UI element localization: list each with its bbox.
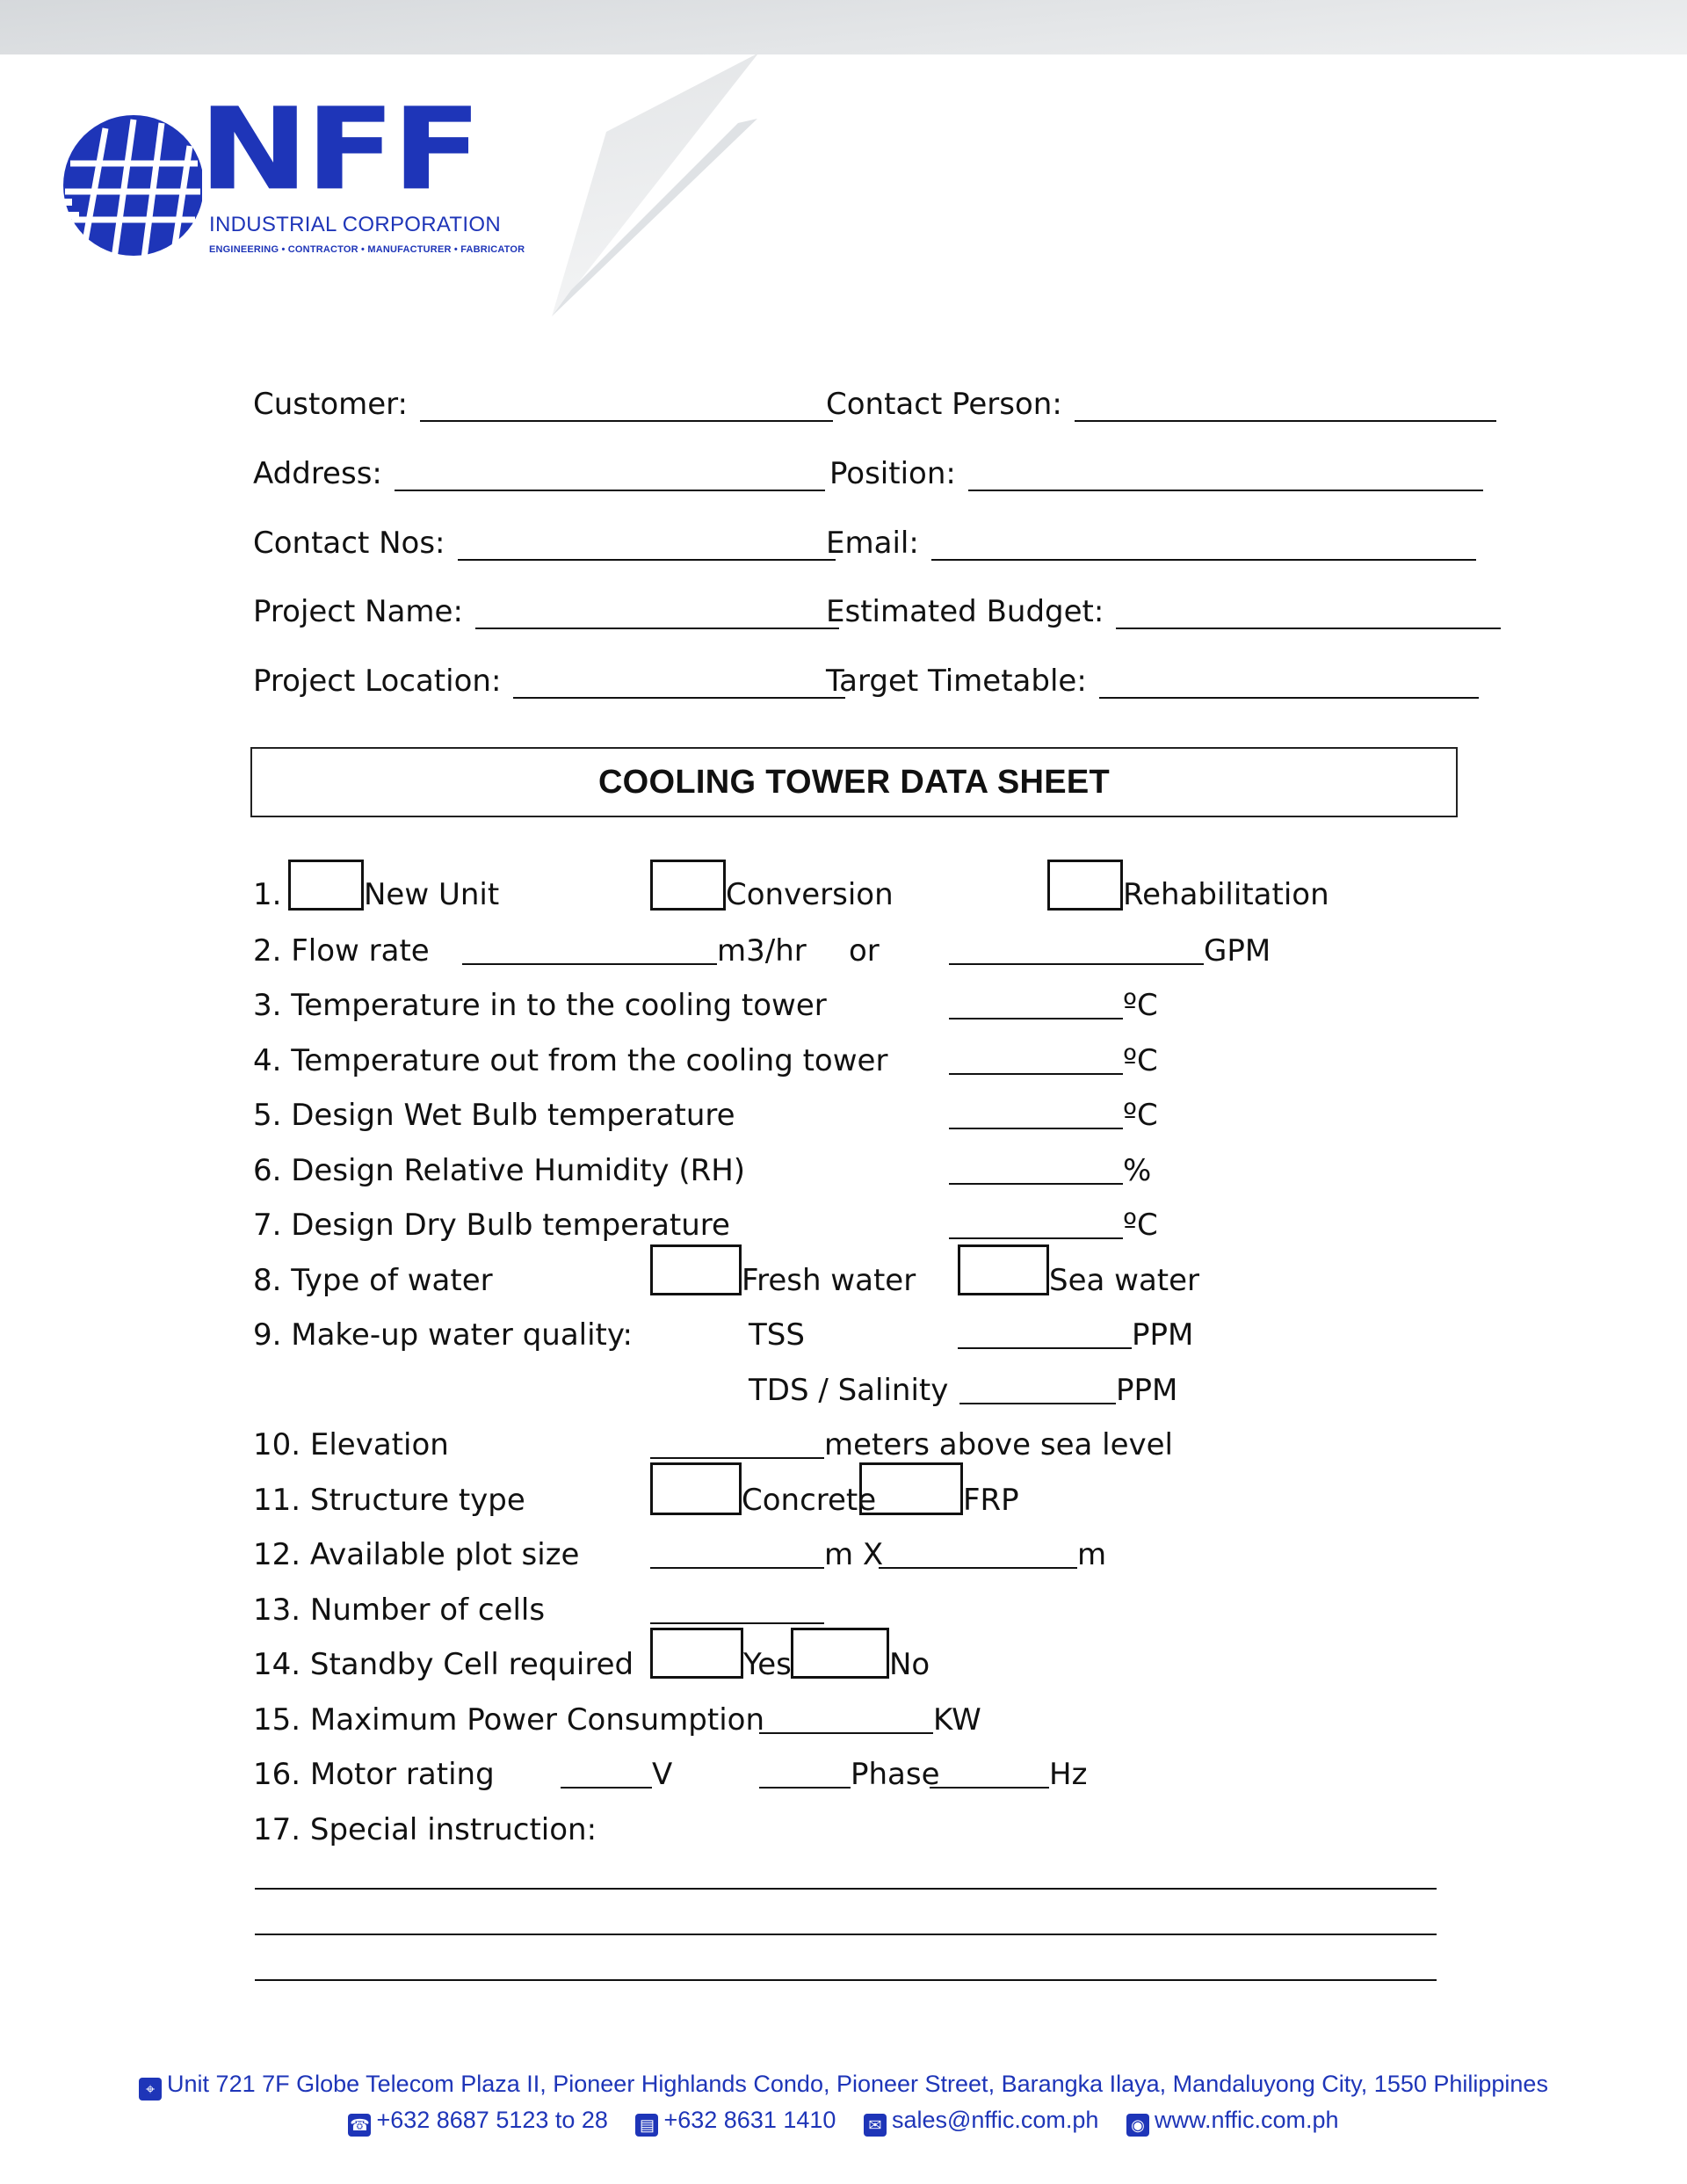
tss-unit: PPM <box>1132 1317 1194 1353</box>
customer-input[interactable] <box>420 392 833 422</box>
temp-out-input[interactable] <box>949 1044 1123 1075</box>
address-field <box>253 453 825 491</box>
tds-unit: PPM <box>1116 1373 1178 1408</box>
item6-label: 6. Design Relative Humidity (RH) <box>253 1153 746 1188</box>
target-timetable-label: Target Timetable: <box>826 664 1087 699</box>
plot-width-input[interactable] <box>879 1538 1077 1569</box>
footer-contact-row <box>0 2107 1687 2137</box>
motor-phase-unit: Phase <box>851 1757 940 1792</box>
fresh-water-label: Fresh water <box>742 1263 916 1298</box>
concrete-checkbox[interactable] <box>650 1462 742 1515</box>
frp-label: FRP <box>963 1483 1019 1518</box>
item2-label: 2. Flow rate <box>253 933 430 969</box>
wet-bulb-input[interactable] <box>949 1099 1123 1129</box>
fax-icon: ▤ <box>635 2114 658 2137</box>
relative-humidity-unit: % <box>1123 1153 1152 1188</box>
position-field <box>829 453 1483 491</box>
footer-address-row <box>0 2071 1687 2101</box>
item9-label: 9. Make-up water quality: <box>253 1317 633 1353</box>
item7-label: 7. Design Dry Bulb temperature <box>253 1208 730 1243</box>
project-location-field <box>253 660 845 699</box>
company-tagline: ENGINEERING • CONTRACTOR • MANUFACTURER • FABRICATOR <box>209 244 525 255</box>
item17-label: 17. Special instruction: <box>253 1812 597 1847</box>
flow-rate-or: or <box>849 933 880 969</box>
item4-label: 4. Temperature out from the cooling tower <box>253 1043 888 1078</box>
flow-rate-m3hr-unit: m3/hr <box>717 933 807 969</box>
datasheet-title-box <box>250 747 1458 817</box>
email-icon: ✉ <box>864 2114 887 2137</box>
sea-water-checkbox[interactable] <box>958 1244 1049 1295</box>
estimated-budget-label: Estimated Budget: <box>826 594 1104 629</box>
item11-label: 11. Structure type <box>253 1483 525 1518</box>
footer-website[interactable]: www.nffic.com.ph <box>1154 2107 1339 2133</box>
temp-in-unit: ºC <box>1123 988 1158 1023</box>
contact-person-input[interactable] <box>1075 392 1496 422</box>
special-instruction-line-2[interactable] <box>255 1934 1437 1935</box>
project-name-field <box>253 591 839 629</box>
company-name: INDUSTRIAL CORPORATION <box>209 213 501 236</box>
plot-size-unit2: m <box>1077 1537 1107 1572</box>
project-location-input[interactable] <box>513 669 845 699</box>
tds-label: TDS / Salinity <box>749 1373 949 1408</box>
item15-label: 15. Maximum Power Consumption <box>253 1702 765 1738</box>
contact-nos-input[interactable] <box>458 531 836 561</box>
target-timetable-field <box>826 660 1479 699</box>
tss-input[interactable] <box>958 1318 1132 1349</box>
company-logo <box>53 83 580 264</box>
standby-yes-label: Yes <box>743 1647 792 1682</box>
position-label: Position: <box>829 456 956 491</box>
special-instruction-line-1[interactable] <box>255 1888 1437 1890</box>
fresh-water-checkbox[interactable] <box>650 1244 742 1295</box>
web-icon: ◉ <box>1126 2114 1149 2137</box>
temp-in-input[interactable] <box>949 989 1123 1019</box>
contact-person-label: Contact Person: <box>826 387 1062 422</box>
target-timetable-input[interactable] <box>1099 669 1479 699</box>
flow-rate-gpm-input[interactable] <box>949 934 1204 965</box>
item1-number: 1. <box>253 877 282 912</box>
address-label: Address: <box>253 456 382 491</box>
motor-phase-input[interactable] <box>759 1758 851 1789</box>
elevation-unit: meters above sea level <box>824 1427 1173 1462</box>
new-unit-label: New Unit <box>364 877 500 912</box>
tds-input[interactable] <box>959 1374 1116 1404</box>
project-location-label: Project Location: <box>253 664 502 699</box>
number-of-cells-input[interactable] <box>650 1593 824 1624</box>
conversion-checkbox[interactable] <box>650 860 726 911</box>
relative-humidity-input[interactable] <box>949 1154 1123 1185</box>
tss-label: TSS <box>749 1317 805 1353</box>
wet-bulb-unit: ºC <box>1123 1098 1158 1133</box>
footer-address: Unit 721 7F Globe Telecom Plaza II, Pioneer Highlands Condo, Pioneer Street, Barangka Ilaya, Mandaluyong City, 1550 Philippines <box>167 2071 1548 2097</box>
email-field <box>826 522 1476 561</box>
item13-label: 13. Number of cells <box>253 1593 546 1628</box>
dry-bulb-input[interactable] <box>949 1208 1123 1239</box>
rehabilitation-label: Rehabilitation <box>1123 877 1329 912</box>
max-power-input[interactable] <box>759 1703 933 1734</box>
customer-label: Customer: <box>253 387 409 422</box>
contact-nos-field <box>253 522 836 561</box>
elevation-input[interactable] <box>650 1428 824 1459</box>
flow-rate-m3hr-input[interactable] <box>462 934 717 965</box>
frp-checkbox[interactable] <box>859 1462 963 1515</box>
standby-no-checkbox[interactable] <box>791 1628 889 1679</box>
footer-phone1: +632 8687 5123 to 28 <box>376 2107 608 2133</box>
position-input[interactable] <box>968 461 1483 491</box>
project-name-input[interactable] <box>475 599 839 629</box>
standby-no-label: No <box>889 1647 930 1682</box>
standby-yes-checkbox[interactable] <box>650 1628 743 1679</box>
plot-size-unit1: m X <box>824 1537 884 1572</box>
logo-wordmark: NFF <box>199 83 479 216</box>
motor-hz-input[interactable] <box>930 1758 1049 1789</box>
max-power-unit: KW <box>933 1702 981 1738</box>
telephone-icon: ☎ <box>348 2114 371 2137</box>
item5-label: 5. Design Wet Bulb temperature <box>253 1098 735 1133</box>
contact-person-field <box>826 383 1496 422</box>
item12-label: 12. Available plot size <box>253 1537 580 1572</box>
sea-water-label: Sea water <box>1049 1263 1200 1298</box>
estimated-budget-input[interactable] <box>1116 599 1501 629</box>
footer-phone2: +632 8631 1410 <box>663 2107 836 2133</box>
location-icon: ⌖ <box>139 2078 162 2101</box>
customer-field <box>253 383 833 422</box>
rehabilitation-checkbox[interactable] <box>1047 860 1123 911</box>
motor-hz-unit: Hz <box>1049 1757 1088 1792</box>
item14-label: 14. Standby Cell required <box>253 1647 634 1682</box>
conversion-label: Conversion <box>726 877 894 912</box>
item16-label: 16. Motor rating <box>253 1757 495 1792</box>
plot-length-input[interactable] <box>650 1538 824 1569</box>
logo-globe-icon <box>53 111 202 260</box>
temp-out-unit: ºC <box>1123 1043 1158 1078</box>
dry-bulb-unit: ºC <box>1123 1208 1158 1243</box>
email-input[interactable] <box>931 531 1476 561</box>
footer-email[interactable]: sales@nffic.com.ph <box>891 2107 1099 2133</box>
motor-voltage-input[interactable] <box>561 1758 652 1789</box>
flow-rate-gpm-unit: GPM <box>1204 933 1271 969</box>
estimated-budget-field <box>826 591 1501 629</box>
concrete-label: Concrete <box>742 1483 877 1518</box>
item10-label: 10. Elevation <box>253 1427 449 1462</box>
motor-voltage-unit: V <box>652 1757 673 1792</box>
special-instruction-line-3[interactable] <box>255 1979 1437 1981</box>
new-unit-checkbox[interactable] <box>288 860 364 911</box>
datasheet-title: COOLING TOWER DATA SHEET <box>597 763 1111 801</box>
contact-nos-label: Contact Nos: <box>253 526 445 561</box>
email-label: Email: <box>826 526 919 561</box>
item8-label: 8. Type of water <box>253 1263 493 1298</box>
address-input[interactable] <box>395 461 825 491</box>
project-name-label: Project Name: <box>253 594 463 629</box>
item3-label: 3. Temperature in to the cooling tower <box>253 988 827 1023</box>
